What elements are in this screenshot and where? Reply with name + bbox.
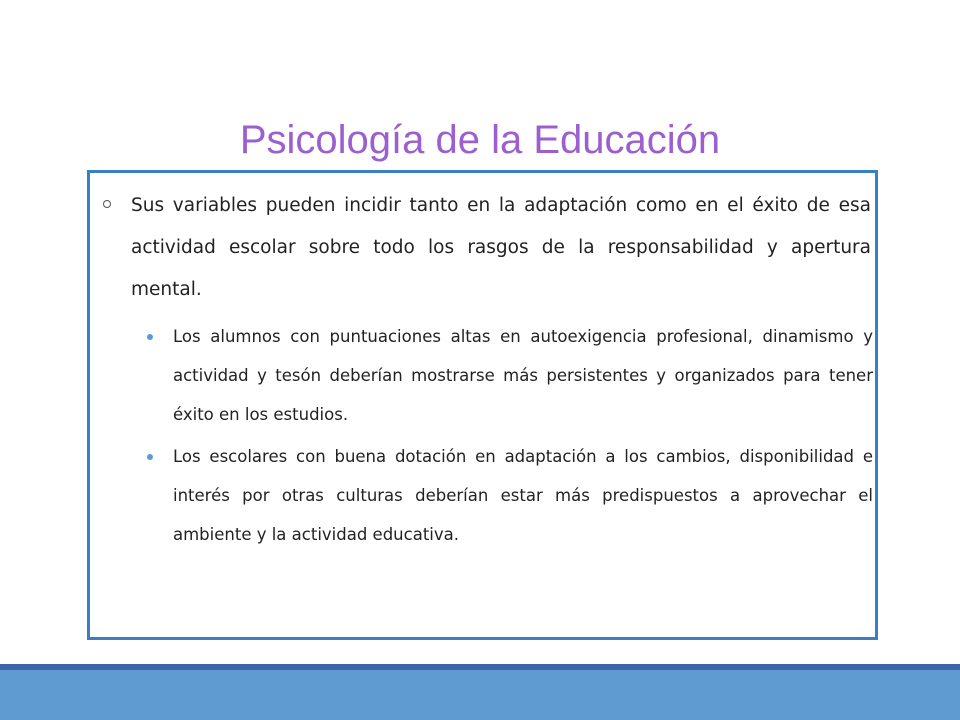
footer-band	[0, 670, 960, 720]
filled-dot-icon	[147, 454, 153, 460]
main-bullet-text: Sus variables pueden incidir tanto en la adaptación como en el éxito de esa actividad escolar sobre todo los rasgos de la responsabilidad y apertura mental.	[131, 195, 871, 300]
main-bullet	[131, 185, 871, 311]
slide-title: Psicología de la Educación	[239, 118, 721, 162]
hollow-circle-icon	[103, 200, 111, 208]
sub-bullet-1	[173, 317, 873, 434]
filled-dot-icon	[147, 334, 153, 340]
sub-bullet-list	[173, 317, 873, 554]
sub-bullet-text: Los alumnos con puntuaciones altas en autoexigencia profesional, dinamismo y actividad y tesón deberían mostrarse más persistentes y organizados para tener éxito en los estudios.	[173, 327, 873, 424]
sub-bullet-2	[173, 437, 873, 554]
content-box	[87, 170, 878, 640]
sub-bullet-text: Los escolares con buena dotación en adaptación a los cambios, disponibilidad e interés por otras culturas deberían estar más predispuestos a aprovechar el ambiente y la actividad educativa.	[173, 447, 873, 544]
